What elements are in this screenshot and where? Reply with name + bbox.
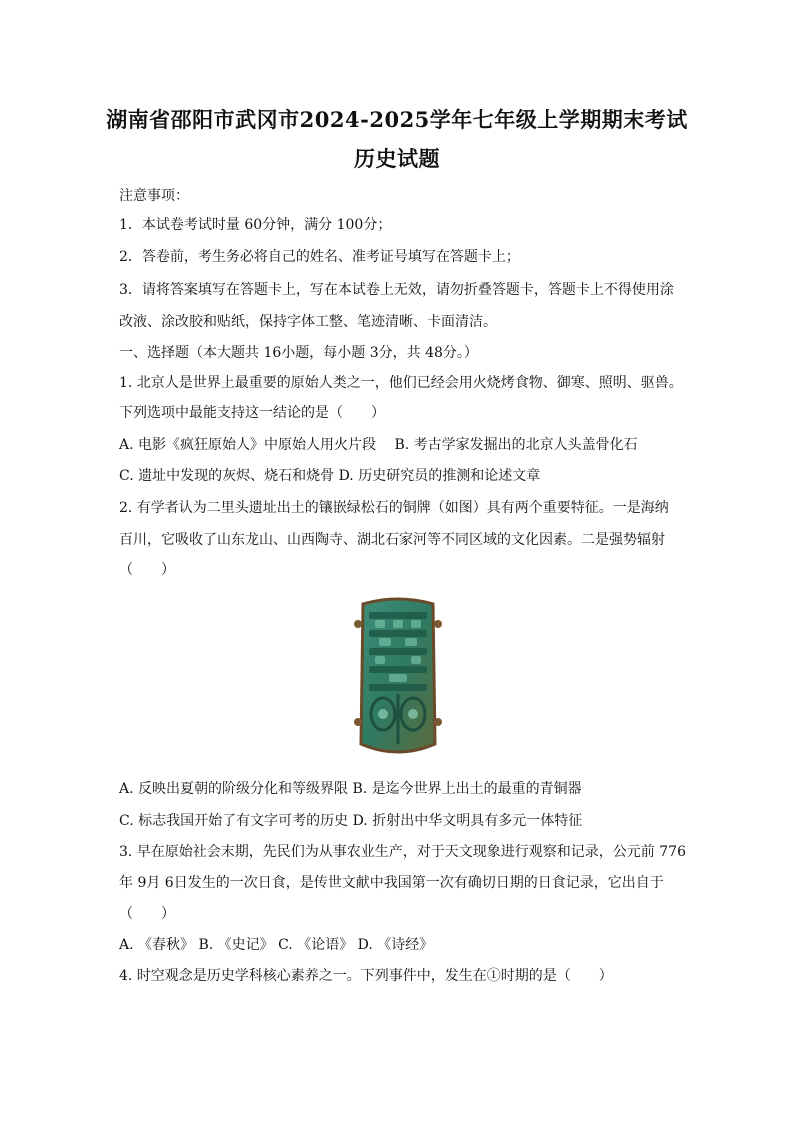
section-heading: 一、选择题（本大题共 16小题，每小题 3分，共 48分。） — [119, 345, 478, 361]
q2-options-ab: A. 反映出夏朝的阶级分化和等级界限 B. 是迄今世界上出土的最重的青铜器 — [119, 781, 582, 797]
q3-stem-line3: （ ） — [119, 906, 175, 922]
note-item-3-cont: 改液、涂改胶和贴纸，保持字体工整、笔迹清晰、卡面清洁。 — [119, 314, 497, 330]
q1-stem-line1: 1. 北京人是世界上最重要的原始人类之一，他们已经会用火烧烤食物、御寒、照明、驱兽。 — [119, 375, 683, 391]
note-item-2: 2．答卷前，考生务必将自己的姓名、准考证号填写在答题卡上； — [119, 249, 520, 265]
q2-stem-line1: 2. 有学者认为二里头遗址出土的镶嵌绿松石的铜牌（如图）具有两个重要特征。一是海纳 — [119, 500, 669, 516]
q3-stem-line2: 年 9月 6日发生的一次日食，是传世文献中我国第一次有确切日期的日食记录，它出自于 — [119, 875, 664, 891]
note-item-1: 1．本试卷考试时量 60分钟，满分 100分； — [119, 217, 392, 233]
turquoise-bronze-plaque-image — [349, 594, 447, 760]
q1-options-cd: C. 遗址中发现的灰烬、烧石和烧骨 D. 历史研究员的推测和论述文章 — [119, 468, 541, 484]
note-item-3: 3．请将答案填写在答题卡上，写在本试卷上无效，请勿折叠答题卡，答题卡上不得使用涂 — [119, 282, 674, 298]
q2-stem-line3: （ ） — [119, 562, 175, 578]
exam-title: 湖南省邵阳市武冈市2024-2025学年七年级上学期期末考试 — [106, 107, 688, 132]
q1-options-ab: A. 电影《疯狂原始人》中原始人用火片段 B. 考古学家发掘出的北京人头盖骨化石 — [119, 437, 638, 453]
exam-subject-title: 历史试题 — [354, 146, 440, 171]
q2-options-cd: C. 标志我国开始了有文字可考的历史 D. 折射出中华文明具有多元一体特征 — [119, 813, 583, 829]
q1-stem-line2: 下列选项中最能支持这一结论的是（ ） — [119, 405, 385, 421]
q3-stem-line1: 3. 早在原始社会末期，先民们为从事农业生产，对于天文现象进行观察和记录，公元前 776 — [119, 844, 686, 860]
q4-stem-line1: 4. 时空观念是历史学科核心素养之一。下列事件中，发生在①时期的是（ ） — [119, 968, 613, 984]
q3-options: A. 《春秋》 B. 《史记》 C. 《论语》 D. 《诗经》 — [119, 937, 434, 953]
notes-header: 注意事项： — [119, 188, 189, 204]
q2-stem-line2: 百川，它吸收了山东龙山、山西陶寺、湖北石家河等不同区域的文化因素。二是强势辐射 — [119, 532, 665, 548]
